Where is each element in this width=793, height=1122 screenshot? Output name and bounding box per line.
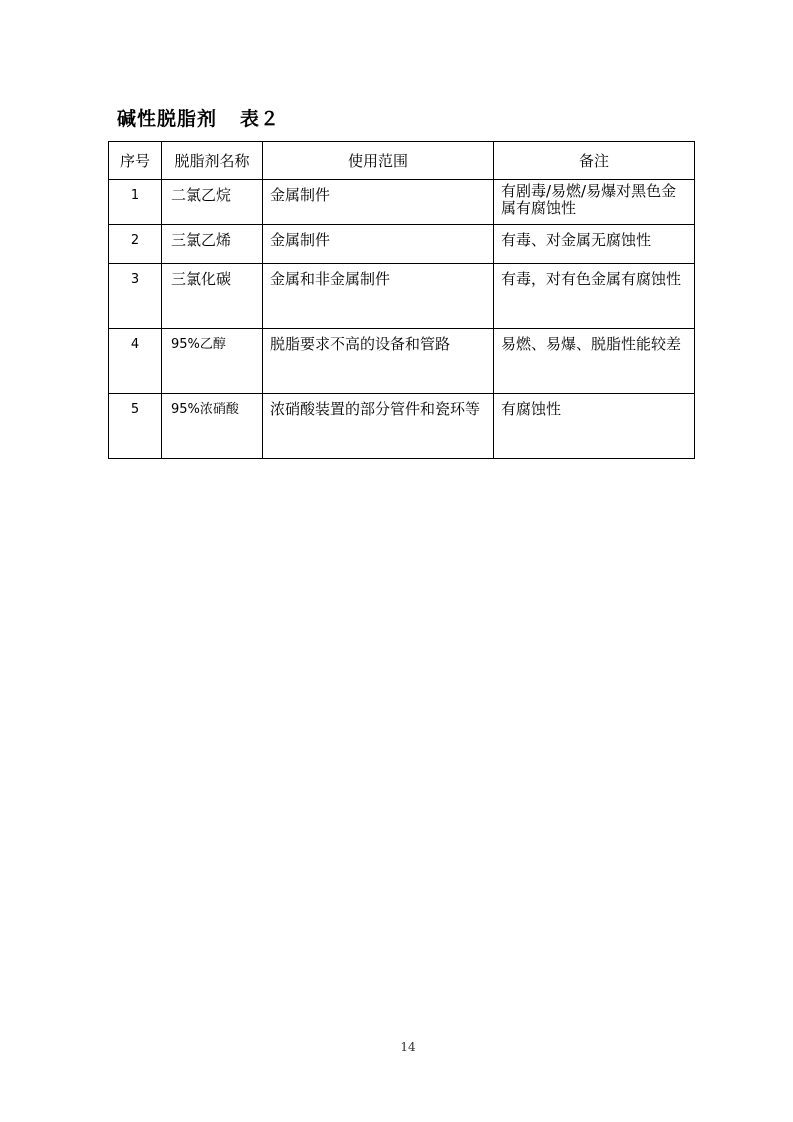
column-header-no: 序号 [109,142,162,180]
agent-name: 三氯化碳 [162,264,263,329]
usage-scope: 金属和非金属制件 [263,264,494,329]
remark: 有剧毒/易燃/易爆对黑色金属有腐蚀性 [494,180,695,225]
table-row [109,329,695,394]
remark: 有毒、对金属无腐蚀性 [494,225,695,264]
usage-scope: 金属制件 [263,180,494,225]
table-row [109,264,695,329]
usage-scope: 浓硝酸装置的部分管件和瓷环等 [263,394,494,459]
row-number: 1 [109,180,162,225]
row-number: 2 [109,225,162,264]
agent-name: 二氯乙烷 [162,180,263,225]
table-row [109,180,695,225]
table-header-row [109,142,695,180]
remark: 有腐蚀性 [494,394,695,459]
remark: 易燃、易爆、脱脂性能较差 [494,329,695,394]
agent-name: 95%乙醇 [162,329,263,394]
page-title: 碱性脱脂剂 表２ [117,108,280,130]
column-header-note: 备注 [494,142,695,180]
usage-scope: 金属制件 [263,225,494,264]
page-number: 14 [400,1040,416,1054]
agent-name: 三氯乙烯 [162,225,263,264]
agent-name: 95%浓硝酸 [162,394,263,459]
usage-scope: 脱脂要求不高的设备和管路 [263,329,494,394]
table-row [109,225,695,264]
degreasing-agent-table [108,141,695,459]
row-number: 5 [109,394,162,459]
remark: 有毒，对有色金属有腐蚀性 [494,264,695,329]
column-header-scope: 使用范围 [263,142,494,180]
row-number: 3 [109,264,162,329]
row-number: 4 [109,329,162,394]
table-row [109,394,695,459]
column-header-name: 脱脂剂名称 [162,142,263,180]
